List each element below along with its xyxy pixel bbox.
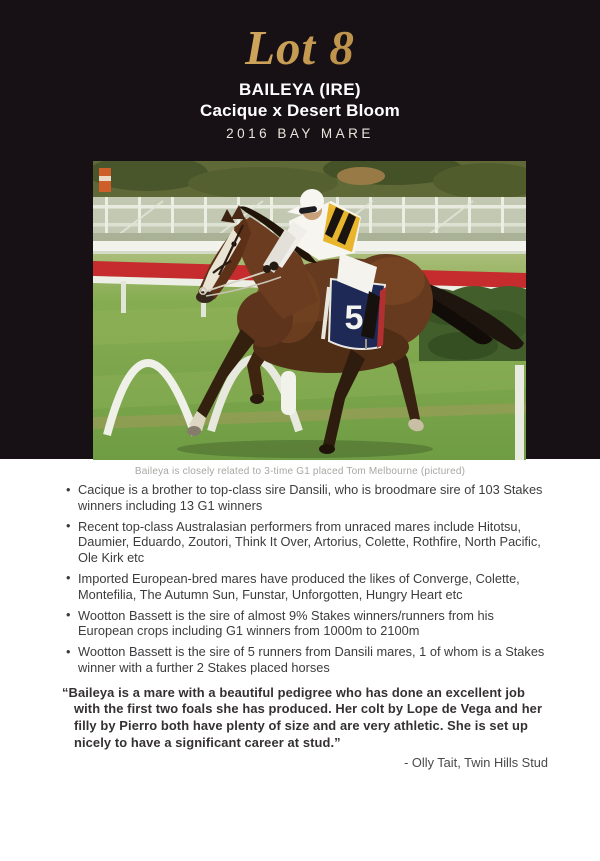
- horse-shadow: [177, 440, 433, 458]
- bullet-text: Wootton Bassett is the sire of 5 runners from Dansili mares, 1 of whom is a Stakes winner with a further 2 Stakes placed horses: [78, 644, 545, 675]
- bullet-text: Imported European-bred mares have produced the likes of Converge, Colette, Montefilia, The Autumn Sun, Funstar, Unforgotten, Hungry Heart etc: [78, 570, 520, 602]
- saddlecloth-number: 5: [344, 299, 364, 337]
- bullet-item: [65, 519, 547, 566]
- bullet-item: [65, 644, 547, 675]
- bullet-text: Wootton Bassett is the sire of almost 9% Stakes winners/runners from his European crops including G1 winners from 1000m to 2100m: [78, 607, 494, 639]
- bullet-item: [65, 482, 547, 513]
- lot-number: Lot 8: [0, 0, 600, 73]
- bullet-item: [65, 571, 547, 602]
- quote-text: “Baileya is a mare with a beautiful pedigree who has done an excellent job with the first two foals she has produced. Her colt by Lope de Vega and her filly by Pierro both have plenty of size and are very athletic. She is set up nicely to have a significant career at stud.”: [62, 684, 543, 750]
- horse-description: 2016 BAY MARE: [226, 126, 374, 142]
- bullet-text: Recent top-class Australasian performers from unraced mares include Hitotsu, Daumier, Eduardo, Zoutori, Think It Over, Artorius, Colette, Rothfire, North Pacific, Ole Kirk etc: [78, 518, 541, 565]
- bullet-list: [65, 482, 547, 676]
- horse-name: BAILEYA (IRE): [238, 80, 361, 100]
- bullet-text: Cacique is a brother to top-class sire Dansili, who is broodmare sire of 103 Stakes winners including 13 G1 winners: [78, 482, 543, 513]
- bullet-item: [65, 608, 547, 639]
- quote-attribution: - Olly Tait, Twin Hills Stud: [404, 754, 548, 770]
- horse-photo: [93, 161, 526, 460]
- photo-caption: Baileya is closely related to 3-time G1 placed Tom Melbourne (pictured): [134, 466, 466, 477]
- pedigree-line: Cacique x Desert Bloom: [200, 101, 400, 121]
- breeder-quote: [62, 684, 548, 770]
- content-section: [0, 482, 600, 770]
- race-photo-illustration: [93, 161, 526, 460]
